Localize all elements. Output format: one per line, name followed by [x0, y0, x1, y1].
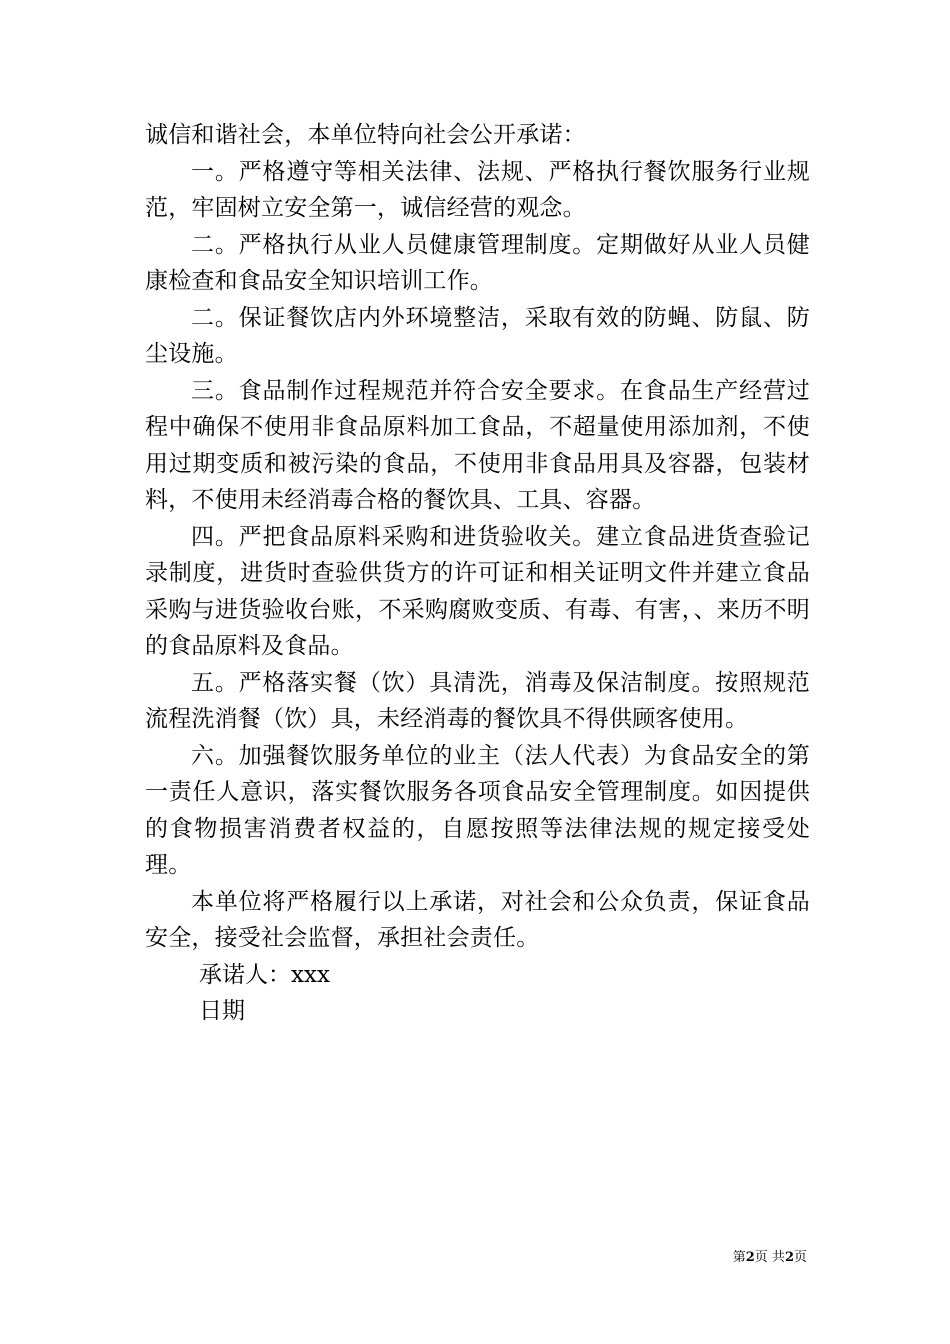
paragraph-commitment-6: 六。加强餐饮服务单位的业主（法人代表）为食品安全的第一责任人意识，落实餐饮服务各项食品安全管理制度。如因提供的食物损害消费者权益的，自愿按照等法律法规的规定接受处理。 [145, 742, 810, 878]
footer-prefix: 第 [732, 1250, 746, 1265]
paragraph-commitment-5: 五。严格落实餐（饮）具清洗，消毒及保洁制度。按照规范流程洗消餐（饮）具，未经消毒的餐饮具不得供顾客使用。 [145, 669, 810, 732]
paragraph-commitment-2: 二。严格执行从业人员健康管理制度。定期做好从业人员健康检查和食品安全知识培训工作。 [145, 231, 810, 294]
paragraph-commitment-1: 一。严格遵守等相关法律、法规、严格执行餐饮服务行业规范，牢固树立安全第一，诚信经营的观念。 [145, 158, 810, 221]
paragraph-commitment-4: 四。严把食品原料采购和进货验收关。建立食品进货查验记录制度，进货时查验供货方的许可证和相关证明文件并建立食品采购与进货验收台账，不采购腐败变质、有毒、有害，、来历不明的食品原料及食品。 [145, 523, 810, 659]
paragraph-closing: 本单位将严格履行以上承诺，对社会和公众负责，保证食品安全，接受社会监督，承担社会责任。 [145, 888, 810, 951]
date-line: 日期 [199, 998, 245, 1024]
signatory-line: 承诺人：xxx [199, 961, 330, 988]
footer-current-page: 2 [745, 1250, 755, 1265]
page-number-footer [733, 1249, 807, 1267]
footer-total-pages: 2 [784, 1250, 794, 1265]
document-body [145, 117, 810, 1030]
paragraph-commitment-3: 三。食品制作过程规范并符合安全要求。在食品生产经营过程中确保不使用非食品原料加工食品，不超量使用添加剂，不使用过期变质和被污染的食品，不使用非食品用具及容器，包装材料，不使用未经消毒合格的餐饮具、工具、容器。 [145, 377, 810, 513]
footer-suffix: 页 [793, 1250, 807, 1265]
paragraph-intro: 诚信和谐社会，本单位特向社会公开承诺： [145, 122, 586, 148]
footer-middle: 页 共 [754, 1250, 785, 1265]
paragraph-commitment-2b: 二。保证餐饮店内外环境整洁，采取有效的防蝇、防鼠、防尘设施。 [145, 304, 810, 367]
